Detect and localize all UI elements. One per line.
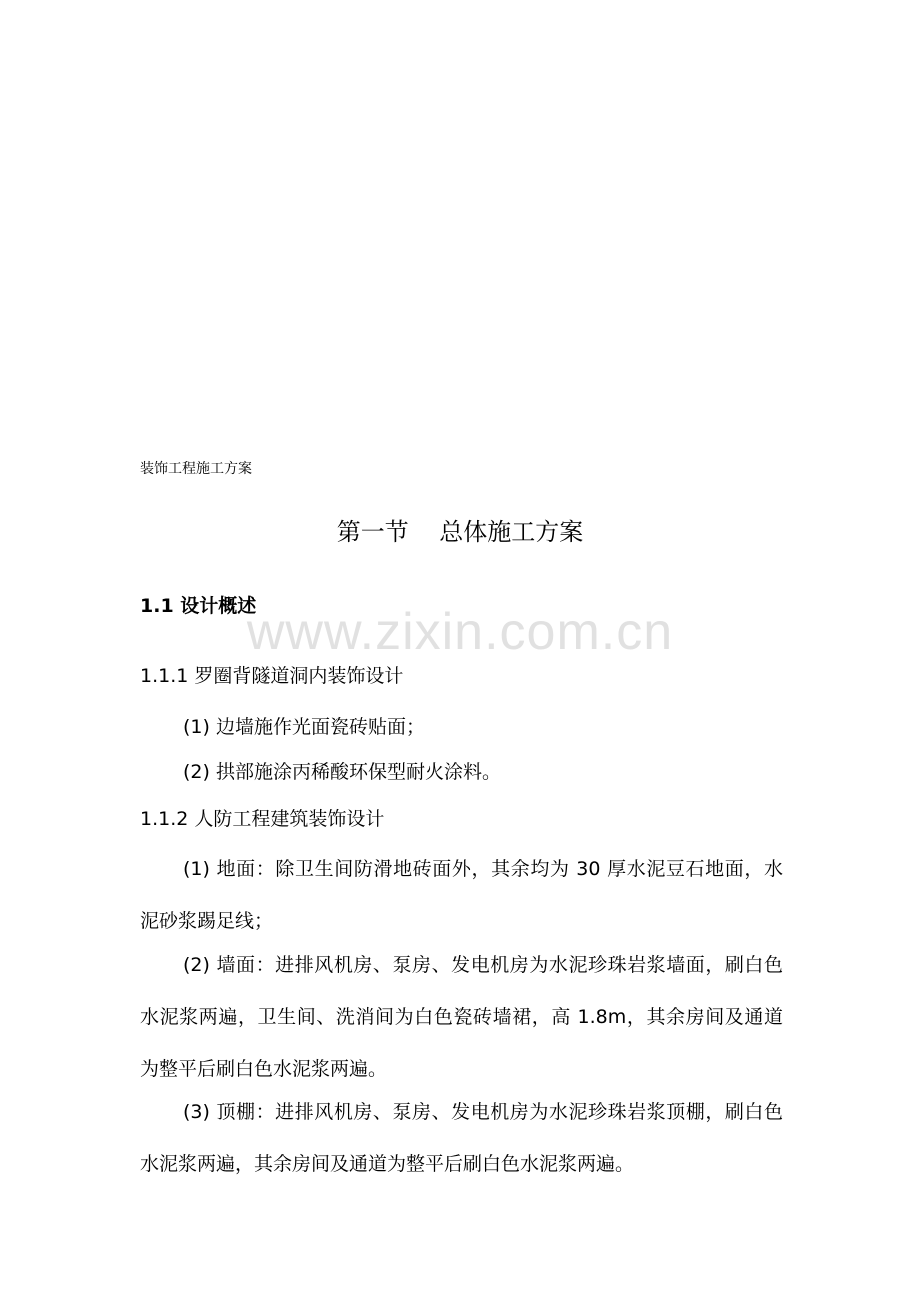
paragraph-wall: (2) 墙面：进排风机房、泵房、发电机房为水泥珍珠岩浆墙面，刷白色水泥浆两遍，卫生间、洗消间为白色瓷砖墙裙，高 1.8m，其余房间及通道为整平后刷白色水泥浆两遍。 — [140, 954, 783, 1080]
section-title: 第一节 总体施工方案 — [336, 518, 584, 546]
list-item: (2) 拱部施涂丙稀酸环保型耐火涂料。 — [183, 761, 501, 783]
heading-design-overview: 1.1 设计概述 — [140, 595, 257, 617]
paragraph-floor: (1) 地面：除卫生间防滑地砖面外，其余均为 30 厚水泥豆石地面，水泥砂浆踢足线； — [140, 858, 783, 932]
document-title: 装饰工程施工方案 — [140, 461, 252, 477]
watermark: www.zixin.com.cn — [246, 603, 674, 661]
subsection-title-1-1-2: 1.1.2 人防工程建筑装饰设计 — [140, 808, 385, 830]
subsection-title-1-1-1: 1.1.1 罗圈背隧道洞内装饰设计 — [140, 665, 404, 687]
list-item: (1) 边墙施作光面瓷砖贴面； — [183, 716, 425, 738]
paragraph-ceiling: (3) 顶棚：进排风机房、泵房、发电机房为水泥珍珠岩浆顶棚，刷白色水泥浆两遍，其余房间及通道为整平后刷白色水泥浆两遍。 — [140, 1101, 783, 1175]
